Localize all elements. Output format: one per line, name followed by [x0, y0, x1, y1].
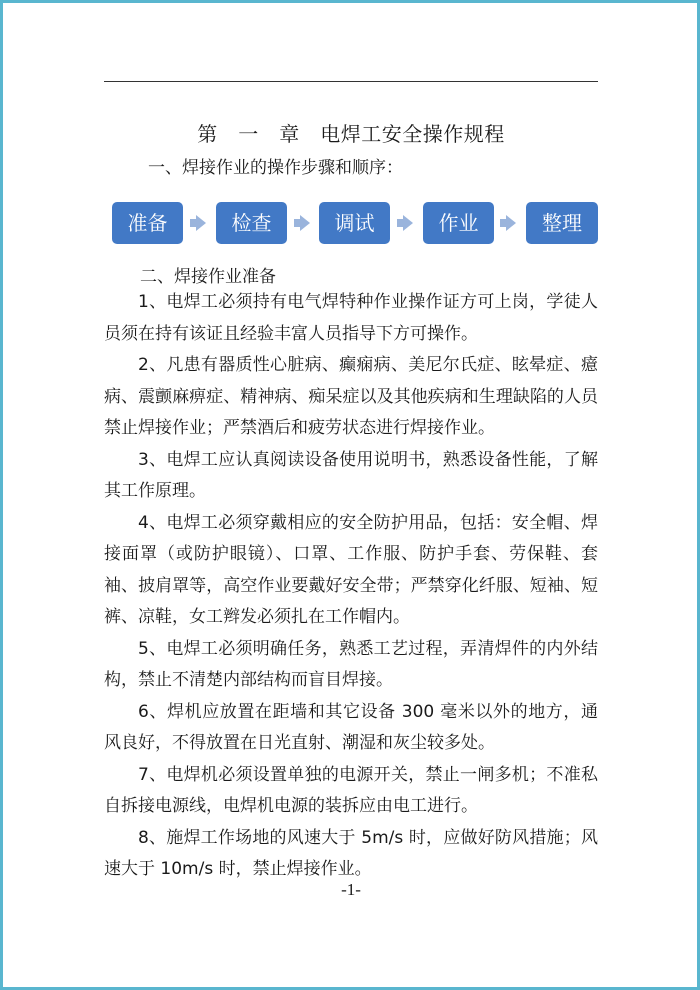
flow-step-operate: 作业 [423, 202, 494, 244]
process-flow [112, 202, 598, 244]
paragraph-5: 5、电焊工必须明确任务，熟悉工艺过程，弄清焊件的内外结构，禁止不清楚内部结构而盲目焊接。 [104, 638, 598, 690]
paragraph-2: 2、凡患有器质性心脏病、癫痫病、美尼尔氏症、眩晕症、癔病、震颤麻痹症、精神病、痴呆症以及其他疾病和生理缺陷的人员禁止焊接作业；严禁酒后和疲劳状态进行焊接作业。 [104, 355, 598, 438]
paragraph-6: 6、焊机应放置在距墙和其它设备 300 毫米以外的地方，通风良好，不得放置在日光直射、潮湿和灰尘较多处。 [104, 701, 598, 753]
page-number: -1- [341, 880, 361, 899]
flow-step-debug: 调试 [319, 202, 390, 244]
arrow-right-icon [403, 215, 413, 231]
arrow-right-icon [300, 215, 310, 231]
arrow-right-icon [506, 215, 516, 231]
section-heading-preparation: 二、焊接作业准备 [140, 267, 276, 287]
arrow-right-icon [196, 215, 206, 231]
header-rule [104, 81, 598, 82]
flow-step-prepare: 准备 [112, 202, 183, 244]
paragraph-1: 1、电焊工必须持有电气焊特种作业操作证方可上岗，学徒人员须在持有该证且经验丰富人员指导下方可操作。 [104, 292, 598, 344]
paragraph-4: 4、电焊工必须穿戴相应的安全防护用品，包括：安全帽、焊接面罩（或防护眼镜）、口罩、工作服、防护手套、劳保鞋、套袖、披肩罩等，高空作业要戴好安全带；严禁穿化纤服、短袖、短裤、凉鞋，女工辫发必须扎在工作帽内。 [104, 512, 598, 627]
section-heading-steps: 一、焊接作业的操作步骤和顺序： [148, 158, 403, 178]
body-text [104, 287, 598, 886]
paragraph-7: 7、电焊机必须设置单独的电源开关，禁止一闸多机；不准私自拆接电源线，电焊机电源的装拆应由电工进行。 [104, 764, 598, 816]
chapter-title: 第 一 章 电焊工安全操作规程 [197, 122, 505, 146]
flow-step-check: 检查 [216, 202, 287, 244]
paragraph-8: 8、施焊工作场地的风速大于 5m/s 时，应做好防风措施；风速大于 10m/s 时，禁止焊接作业。 [104, 827, 598, 879]
paragraph-3: 3、电焊工应认真阅读设备使用说明书，熟悉设备性能，了解其工作原理。 [104, 449, 598, 501]
flow-step-tidy: 整理 [526, 202, 598, 244]
